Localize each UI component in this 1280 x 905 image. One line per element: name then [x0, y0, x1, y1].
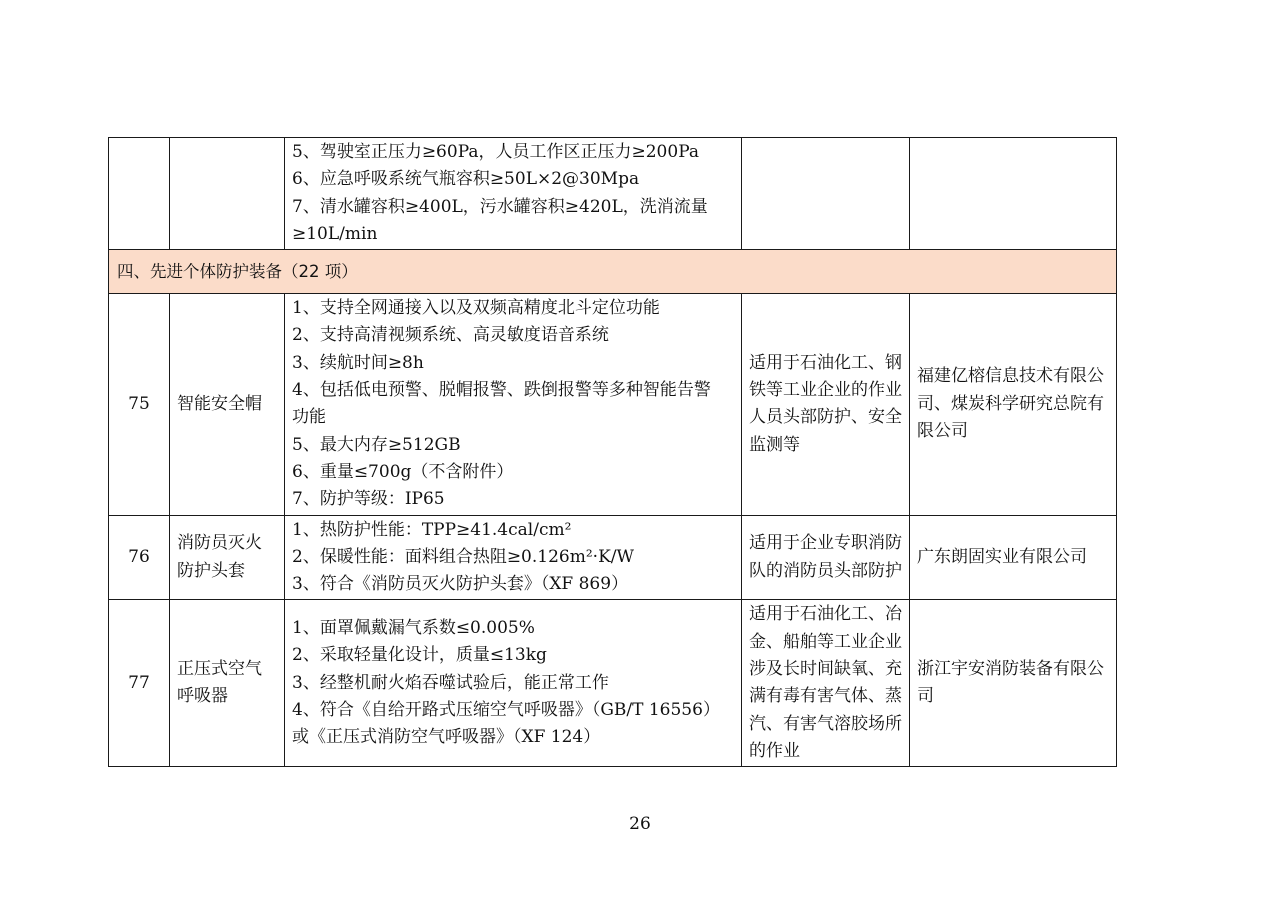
spec-line: 2、支持高清视频系统、高灵敏度语音系统 [292, 325, 609, 346]
spec-line: 6、应急呼吸系统气瓶容积≥50L×2@30Mpa [292, 169, 640, 190]
application-cell [742, 138, 910, 250]
item-number: 77 [109, 600, 170, 767]
company-cell [910, 138, 1117, 250]
spec-cell [285, 138, 742, 250]
item-number: 76 [109, 515, 170, 600]
spec-line: 3、续航时间≥8h [292, 352, 424, 373]
spec-line: ≥10L/min [292, 223, 378, 244]
item-name: 智能安全帽 [170, 294, 285, 515]
table-row [109, 600, 1117, 767]
equipment-table [108, 137, 1117, 767]
spec-line: 4、符合《自给开路式压缩空气呼吸器》（GB/T 16556） [292, 699, 720, 720]
item-application: 适用于石油化工、钢铁等工业企业的作业人员头部防护、安全监测等 [742, 294, 910, 515]
spec-line: 7、清水罐容积≥400L，污水罐容积≥420L，洗消流量 [292, 196, 708, 217]
spec-cell [285, 294, 742, 515]
spec-line: 3、经整机耐火焰吞噬试验后，能正常工作 [292, 672, 609, 693]
spec-line: 2、采取轻量化设计，质量≤13kg [292, 645, 547, 666]
spec-line: 1、支持全网通接入以及双频高精度北斗定位功能 [292, 298, 660, 319]
name-cell [170, 138, 285, 250]
spec-line: 功能 [292, 407, 326, 428]
section-title: 四、先进个体防护装备（22 项） [109, 250, 1117, 294]
item-application: 适用于企业专职消防队的消防员头部防护 [742, 515, 910, 600]
spec-line: 4、包括低电预警、脱帽报警、跌倒报警等多种智能告警 [292, 380, 711, 401]
spec-line: 1、面罩佩戴漏气系数≤0.005% [292, 618, 535, 639]
spec-line: 1、热防护性能：TPP≥41.4cal/cm² [292, 519, 572, 540]
item-application: 适用于石油化工、冶金、船舶等工业企业涉及长时间缺氧、充满有毒有害气体、蒸汽、有害气溶胶场所的作业 [742, 600, 910, 767]
section-header-row [109, 250, 1117, 294]
spec-cell [285, 600, 742, 767]
spec-cell [285, 515, 742, 600]
spec-line: 6、重量≤700g（不含附件） [292, 461, 514, 482]
spec-line: 或《正压式消防空气呼吸器》（XF 124） [292, 727, 601, 748]
spec-line: 7、防护等级：IP65 [292, 489, 445, 510]
item-company: 浙江宇安消防装备有限公司 [910, 600, 1117, 767]
number-cell [109, 138, 170, 250]
item-name: 正压式空气呼吸器 [170, 600, 285, 767]
table-row [109, 515, 1117, 600]
item-company: 广东朗固实业有限公司 [910, 515, 1117, 600]
spec-line: 5、最大内存≥512GB [292, 434, 461, 455]
item-name: 消防员灭火防护头套 [170, 515, 285, 600]
page-number: 26 [629, 814, 651, 834]
table-row [109, 294, 1117, 515]
continuation-row [109, 138, 1117, 250]
spec-line: 3、符合《消防员灭火防护头套》（XF 869） [292, 574, 629, 595]
item-company: 福建亿榕信息技术有限公司、煤炭科学研究总院有限公司 [910, 294, 1117, 515]
item-number: 75 [109, 294, 170, 515]
spec-line: 2、保暖性能：面料组合热阻≥0.126m²·K/W [292, 546, 634, 567]
spec-line: 5、驾驶室正压力≥60Pa，人员工作区正压力≥200Pa [292, 142, 700, 162]
